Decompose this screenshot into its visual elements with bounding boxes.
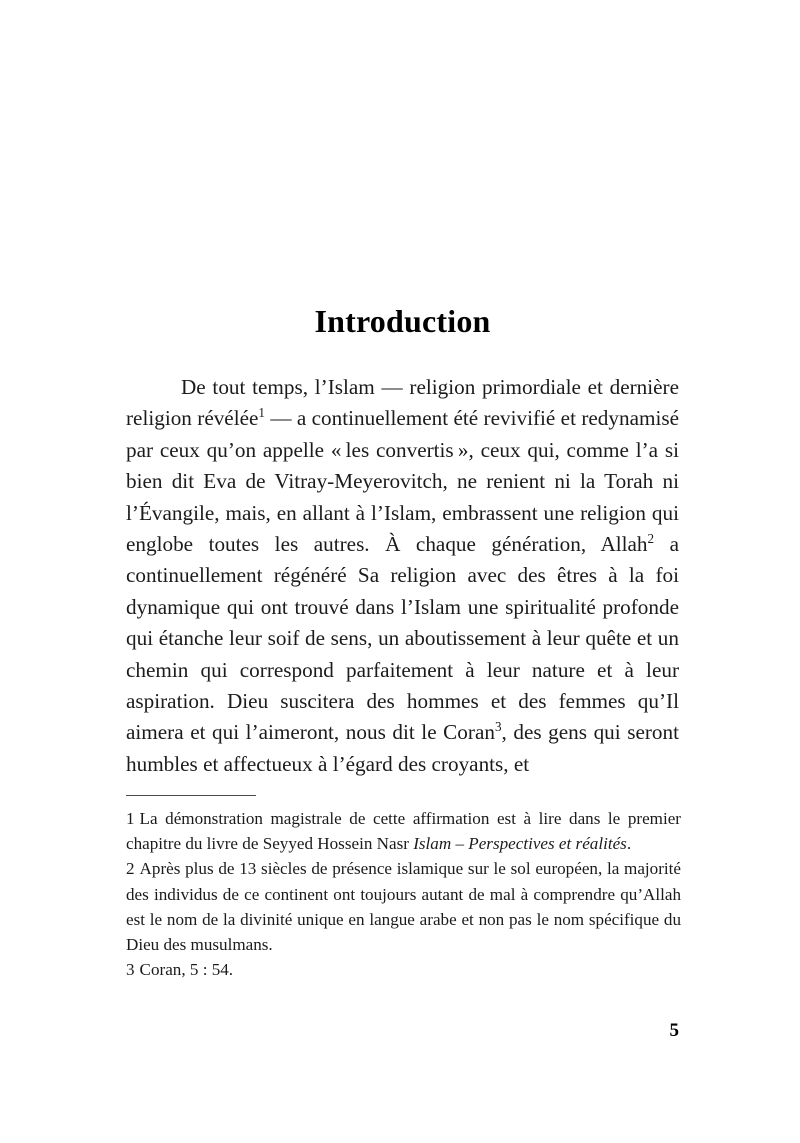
footnote-number: 1 (126, 809, 135, 828)
footnote-separator-rule (126, 795, 256, 796)
page-number: 5 (669, 1020, 679, 1041)
footnote-ref-1[interactable]: 1 (258, 405, 265, 421)
body-text-block (126, 372, 679, 780)
page-title: Introduction (314, 303, 491, 340)
footnote-item (126, 957, 681, 982)
footnote-item (126, 856, 681, 957)
paragraph-segment-4: , des gens qui seront humbles et affectueux à l’égard des croyants, et (126, 720, 679, 776)
footnote-text-tail: . (626, 834, 632, 854)
footnote-number: 2 (126, 859, 135, 879)
footnote-number: 3 (126, 960, 135, 980)
footnote-ref-3[interactable]: 3 (494, 719, 502, 735)
footnote-text: Après plus de 13 siècles de présence islamique sur le sol européen, la majorité des individus de ce continent ont toujours autant de mal à comprendre qu’Allah est le nom de la divinité unique en langue arabe et non pas le nom spécifique du Dieu des musulmans. (126, 859, 681, 955)
introduction-paragraph (126, 372, 679, 780)
footnote-ref-2[interactable]: 2 (647, 530, 655, 546)
paragraph-segment-3: a continuellement régénéré Sa religion avec des êtres à la foi dynamique qui ont trouvé dans l’Islam une spiritualité profonde qui étanche leur soif de sens, un aboutissement à leur quête et un chemin qui correspond parfaitement à leur nature et à leur aspiration. Dieu suscitera des hommes et des femmes qu’Il aimera et qui l’aimeront, nous dit le Coran (126, 532, 679, 745)
paragraph-segment-1: De tout temps, l’Islam — religion primordiale et dernière religion révélée (126, 375, 679, 431)
footnote-text: Coran, 5 : 54. (139, 960, 234, 980)
footnote-text: La démonstration magistrale de cette affirmation est à lire dans le premier chapitre du livre de Seyyed Hossein Nasr (126, 809, 681, 854)
footnotes-section (126, 806, 681, 982)
footnote-item (126, 806, 681, 856)
paragraph-segment-2: — a continuellement été revivifié et redynamisé par ceux qu’on appelle « les convertis », ceux qui, comme l’a si bien dit Eva de Vitray-Meyerovitch, ne renient ni la Torah ni l’Évangile, mais, en allant à l’Islam, embrassent une religion qui englobe toutes les autres. À chaque génération, Allah (126, 406, 679, 557)
footnote-book-title: Islam – Perspectives et réalités (413, 834, 627, 854)
